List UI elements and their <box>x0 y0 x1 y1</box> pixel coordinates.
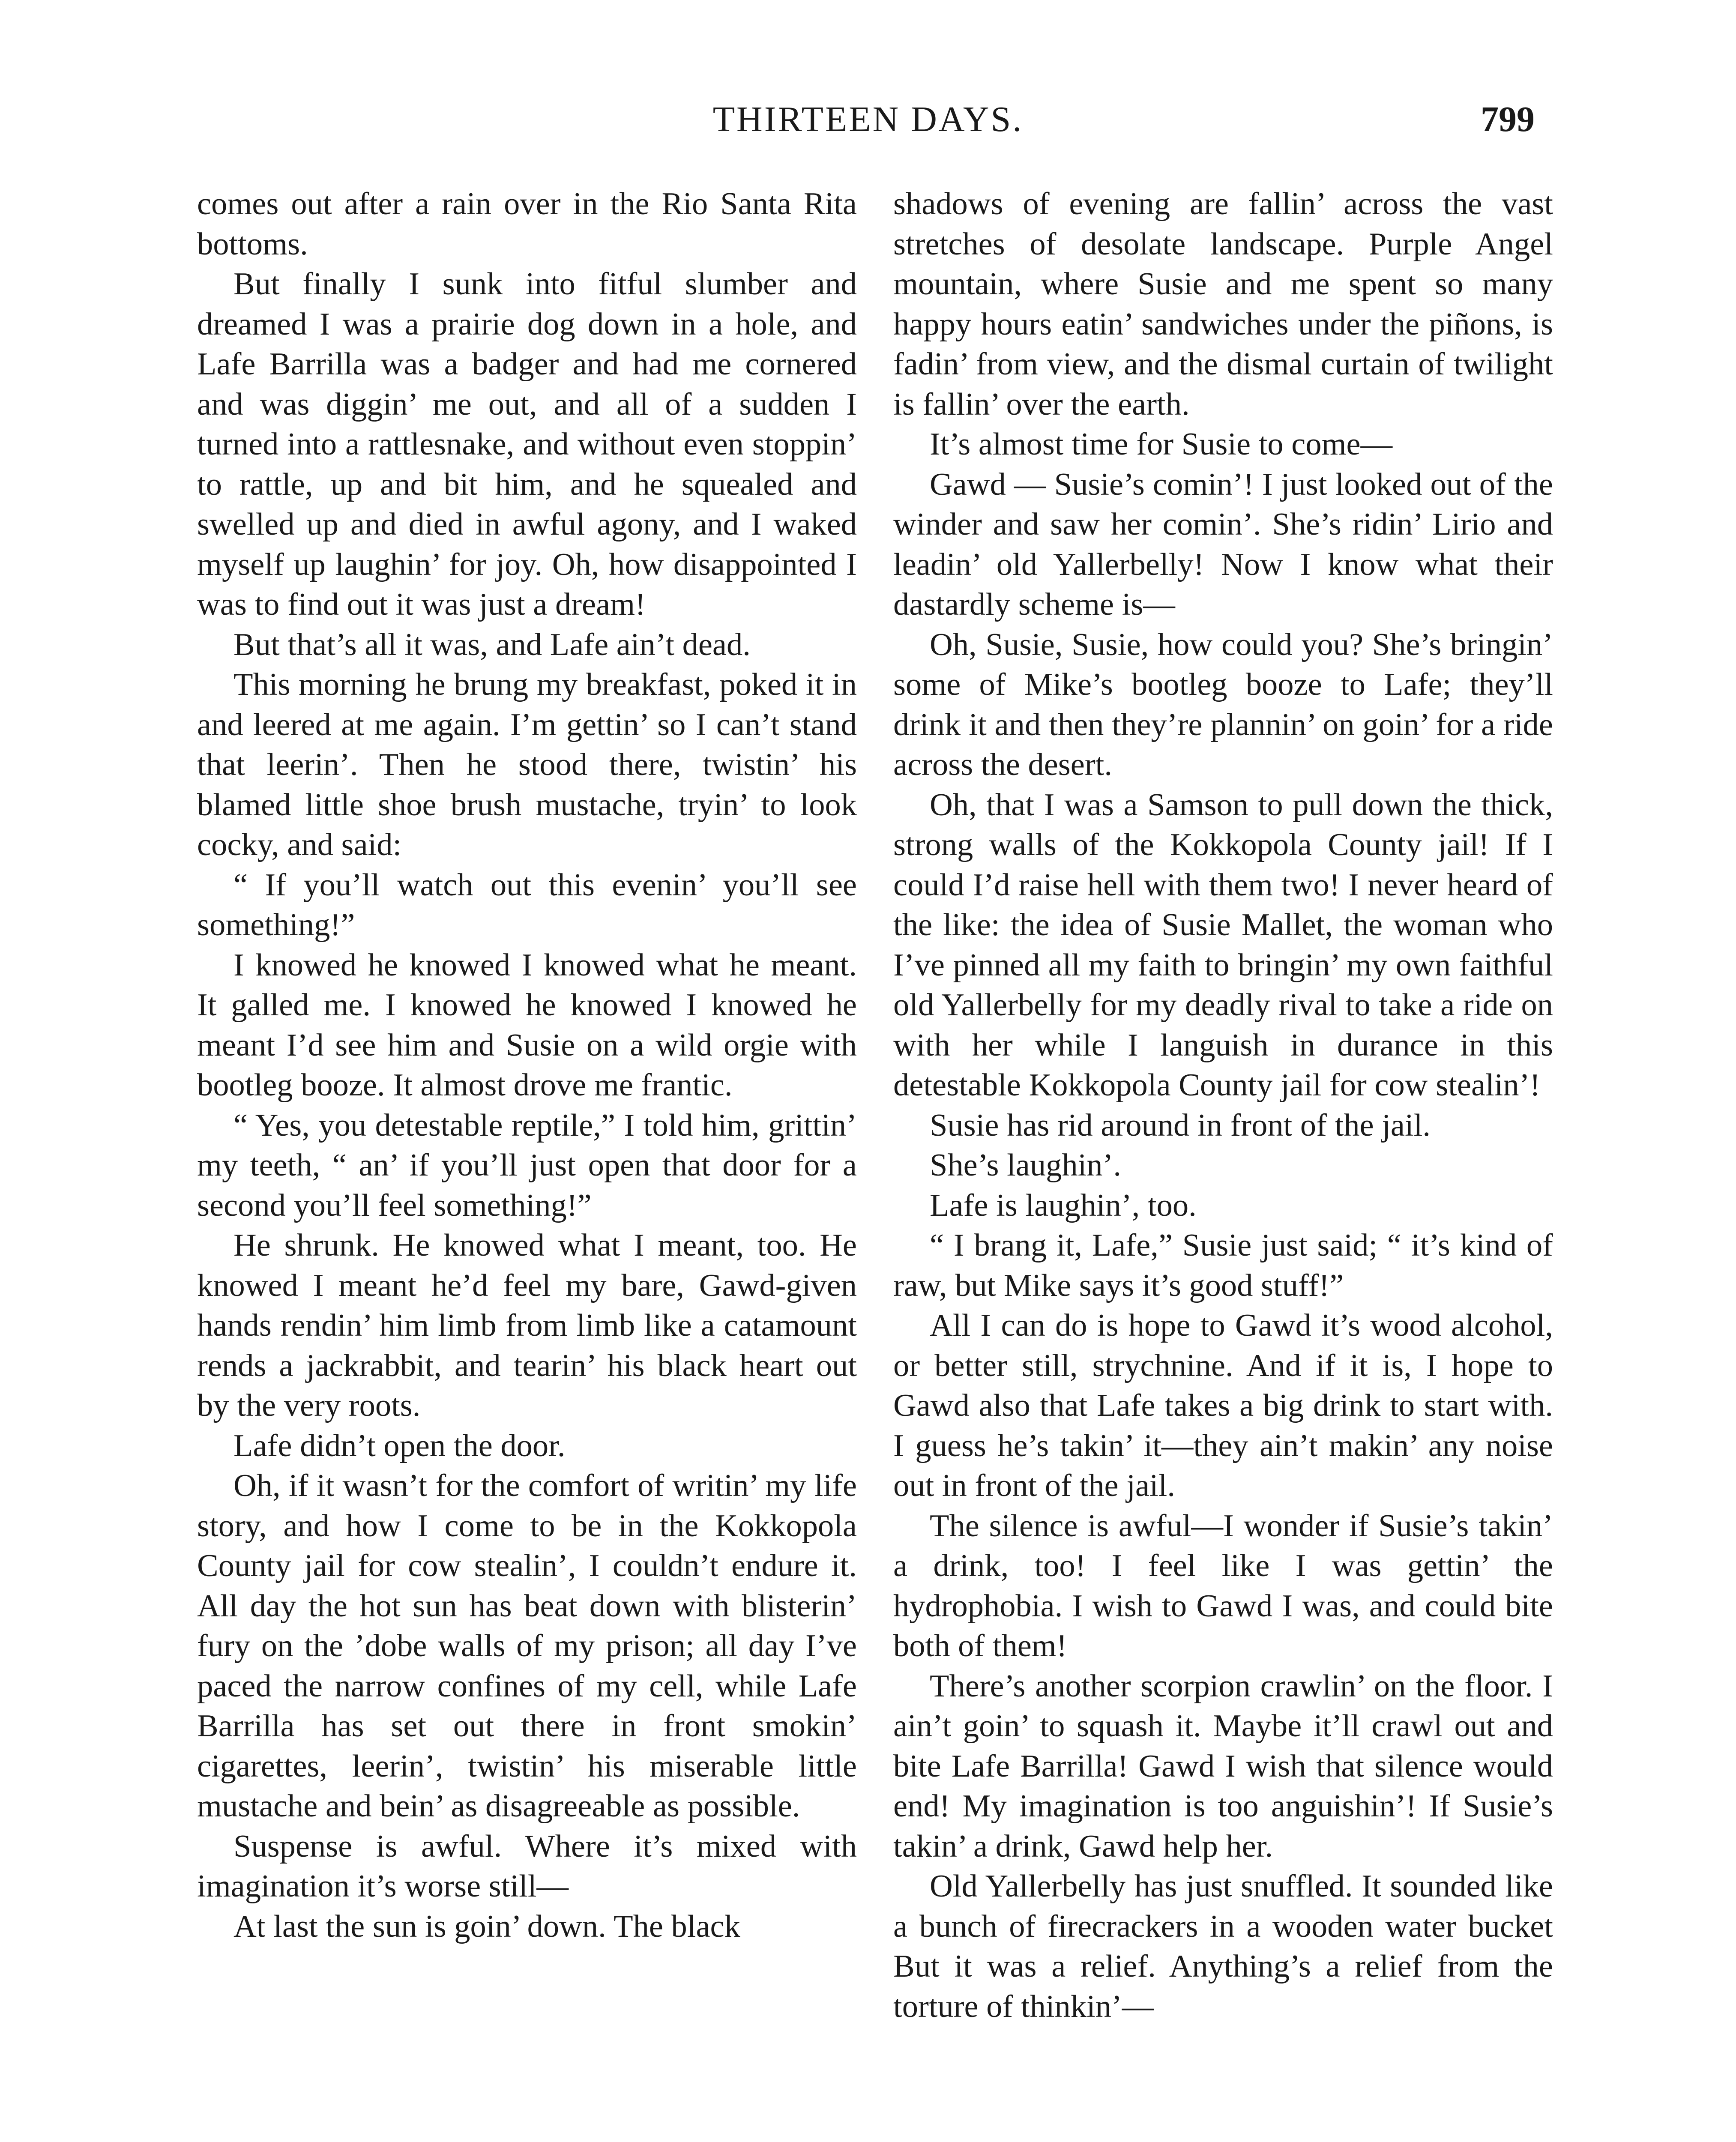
paragraph: Suspense is awful. Where it’s mixed with imagination it’s worse still— <box>197 1828 857 1904</box>
paragraph: Oh, if it wasn’t for the comfort of writin’ my life story, and how I come to be in the Kokkopola County jail for cow stealin’, I couldn’t endure it. All day the hot sun has beat down with blisterin’ fury on the ’dobe walls of my prison; all day I’ve paced the narrow confines of my cell, while Lafe Barrilla has set out there in front smokin’ cigarettes, leerin’, twistin’ his miserable little mustache and bein’ as disagreeable as possible. <box>197 1468 857 1824</box>
paragraph: At last the sun is goin’ down. The black <box>233 1909 740 1944</box>
paragraph: Gawd — Susie’s comin’! I just looked out of the winder and saw her comin’. She’s ridin’ Lirio and leadin’ old Yallerbelly! Now I know what their dastardly scheme is— <box>893 467 1553 622</box>
paragraph: But finally I sunk into fitful slumber and dreamed I was a prairie dog down in a hole, and Lafe Barrilla was a badger and had me cornered and was diggin’ me out, and all of a sudden I turned into a rattlesnake, and without even stoppin’ to rattle, up and bit him, and he squealed and swelled up and died in awful agony, and I waked myself up laughin’ for joy. Oh, how disappointed I was to find out it was just a dream! <box>197 266 857 622</box>
paragraph: All I can do is hope to Gawd it’s wood alcohol, or better still, strychnine. And if it is, I hope to Gawd also that Lafe takes a big drink to start with. I guess he’s takin’ it—they ain’t makin’ any noise out in front of the jail. <box>893 1308 1553 1503</box>
running-head <box>0 99 1736 146</box>
paragraph: The silence is awful—I wonder if Susie’s takin’ a drink, too! I feel like I was gettin’ the hydrophobia. I wish to Gawd I was, and could bite both of them! <box>893 1508 1553 1663</box>
paragraph: He shrunk. He knowed what I meant, too. He knowed I meant he’d feel my bare, Gawd-given hands rendin’ him limb from limb like a catamount rends a jackrabbit, and tearin’ his black heart out by the very roots. <box>197 1228 857 1423</box>
paragraph: shadows of evening are fallin’ across the vast stretches of desolate landscape. Purple Angel mountain, where Susie and me spent so many happy hours eatin’ sandwiches under the piñons, is fadin’ from view, and the dismal curtain of twilight is fallin’ over the earth. <box>893 186 1553 422</box>
paragraph: I knowed he knowed I knowed what he meant. It galled me. I knowed he knowed I knowed he meant I’d see him and Susie on a wild orgie with bootleg booze. It almost drove me frantic. <box>197 947 857 1103</box>
paragraph: This morning he brung my breakfast, poked it in and leered at me again. I’m gettin’ so I can’t stand that leerin’. Then he stood there, twistin’ his blamed little shoe brush mustache, tryin’ to look cocky, and said: <box>197 667 857 862</box>
paragraph: Oh, that I was a Samson to pull down the thick, strong walls of the Kokkopola County jail! If I could I’d raise hell with them two! I never heard of the like: the idea of Susie Mallet, the woman who I’ve pinned all my faith to bringin’ my own faithful old Yallerbelly for my deadly rival to take a ride on with her while I languish in durance in this detestable Kokkopola County jail for cow stealin’! <box>893 787 1553 1103</box>
paragraph: She’s laughin’. <box>930 1148 1121 1183</box>
right-column <box>893 184 1553 2027</box>
paragraph: “ Yes, you detestable reptile,” I told him, grittin’ my teeth, “ an’ if you’ll just open that door for a second you’ll feel something!” <box>197 1107 857 1223</box>
paragraph: There’s another scorpion crawlin’ on the floor. I ain’t goin’ to squash it. Maybe it’ll crawl out and bite Lafe Barrilla! Gawd I wish that silence would end! My imagination is too anguishin’! If Susie’s takin’ a drink, Gawd help her. <box>893 1668 1553 1864</box>
paragraph: “ I brang it, Lafe,” Susie just said; “ it’s kind of raw, but Mike says it’s good stuff!” <box>893 1228 1553 1303</box>
paragraph: Susie has rid around in front of the jail. <box>930 1107 1431 1143</box>
paragraph: It’s almost time for Susie to come— <box>930 427 1393 462</box>
paragraph: “ If you’ll watch out this evenin’ you’ll see something!” <box>197 867 857 942</box>
paragraph: But that’s all it was, and Lafe ain’t dead. <box>233 627 751 662</box>
left-column <box>197 184 857 1947</box>
paragraph: Lafe is laughin’, too. <box>930 1188 1197 1223</box>
paragraph: Lafe didn’t open the door. <box>233 1428 566 1463</box>
running-title: THIRTEEN DAYS. <box>712 99 1024 139</box>
page-number: 799 <box>1481 99 1535 139</box>
paragraph: Old Yallerbelly has just snuffled. It sounded like a bunch of firecrackers in a wooden water bucket But it was a relief. Anything’s a relief from the torture of thinkin’— <box>893 1869 1553 2024</box>
paragraph: comes out after a rain over in the Rio Santa Rita bottoms. <box>197 186 857 262</box>
paragraph: Oh, Susie, Susie, how could you? She’s bringin’ some of Mike’s bootleg booze to Lafe; they’ll drink it and then they’re plannin’ on goin’ for a ride across the desert. <box>893 627 1553 782</box>
